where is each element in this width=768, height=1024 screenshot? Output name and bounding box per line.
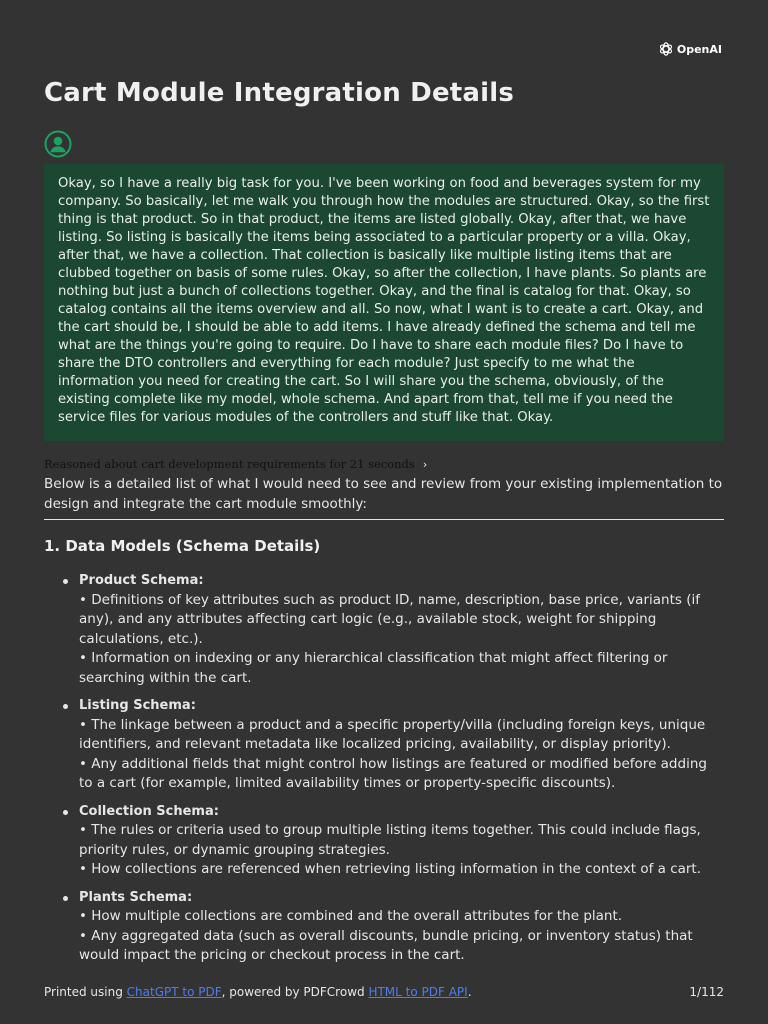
schema-detail: • Information on indexing or any hierarchical classification that might affect filtering or searching within the cart. <box>79 650 668 686</box>
footer-prefix: Printed using <box>44 985 127 999</box>
user-avatar-icon <box>44 130 72 158</box>
list-item <box>62 888 724 966</box>
html-to-pdf-api-link[interactable]: HTML to PDF API <box>368 985 468 999</box>
list-item <box>62 802 724 880</box>
schema-list <box>62 571 724 974</box>
reasoning-toggle[interactable] <box>44 457 427 471</box>
user-message: Okay, so I have a really big task for you. I've been working on food and beverages system for my company. So basically, let me walk you through how the modules are structured. Okay, so the first thing is that product. So in that product, the items are listed globally. Okay, after that, we have listing. So listing is basically the items being associated to a particular property or a villa. Okay, after that, we have a collection. That collection is basically like multiple listing items that are clubbed together on basis of some rules. Okay, so after the collection, I have plants. So plants are nothing but just a bunch of collections together. Okay, and the final is catalog for that. Okay, so catalog contains all the items overview and all. So now, what I want is to create a cart. Okay, and the cart should be, I should be able to add items. I have already defined the schema and tell me what are the things you're going to require. Do I have to share each module files? Do I have to share the DTO controllers and everything for each module? Just specify to me what the information you need for creating the cart. So I will share you the schema, obviously, of the existing complete like my model, whole schema. And apart from that, tell me if you need the service files for various modules of the controllers and stuff like that. Okay. <box>44 164 724 441</box>
footer <box>44 985 472 999</box>
reasoning-label: Reasoned about cart development requirements for 21 seconds <box>44 457 415 471</box>
schema-detail: • The linkage between a product and a specific property/villa (including foreign keys, unique identifiers, and relevant metadata like localized pricing, availability, or display priority). <box>79 716 706 752</box>
list-item <box>62 696 724 794</box>
schema-detail: • How collections are referenced when retrieving listing information in the context of a cart. <box>79 861 702 877</box>
openai-logo-icon <box>658 41 674 57</box>
header-brand <box>658 41 722 57</box>
schema-detail: • How multiple collections are combined and the overall attributes for the plant. <box>79 908 623 924</box>
schema-detail: • Definitions of key attributes such as product ID, name, description, base price, variants (if any), and any attributes affecting cart logic (e.g., available stock, weight for shipping calculations, etc.). <box>79 591 700 647</box>
page-title: Cart Module Integration Details <box>44 78 515 108</box>
chatgpt-to-pdf-link[interactable]: ChatGPT to PDF <box>126 985 222 999</box>
schema-name: Plants Schema: <box>79 889 193 905</box>
response-intro: Below is a detailed list of what I would need to see and review from your existing implementation to design and integrate the cart module smoothly: <box>44 476 723 512</box>
schema-detail: • Any aggregated data (such as overall discounts, bundle pricing, or inventory status) that would impact the pricing or checkout process in the cart. <box>79 927 693 963</box>
schema-name: Listing Schema: <box>79 698 196 713</box>
chevron-right-icon: › <box>422 457 428 471</box>
section-title: 1. Data Models (Schema Details) <box>44 537 321 555</box>
brand-name: OpenAI <box>676 42 722 56</box>
page-number: 1/112 <box>689 985 724 999</box>
schema-detail: • Any additional fields that might control how listings are featured or modified before adding to a cart (for example, limited availability times or property-specific discounts). <box>79 755 707 791</box>
schema-detail: • The rules or criteria used to group multiple listing items together. This could include flags, priority rules, or dynamic grouping strategies. <box>79 822 701 858</box>
schema-name: Collection Schema: <box>79 803 219 819</box>
section-divider <box>44 519 724 520</box>
footer-suffix: . <box>467 985 472 999</box>
footer-middle: , powered by PDFCrowd <box>221 985 369 999</box>
schema-name: Product Schema: <box>79 573 204 588</box>
list-item <box>62 571 724 688</box>
